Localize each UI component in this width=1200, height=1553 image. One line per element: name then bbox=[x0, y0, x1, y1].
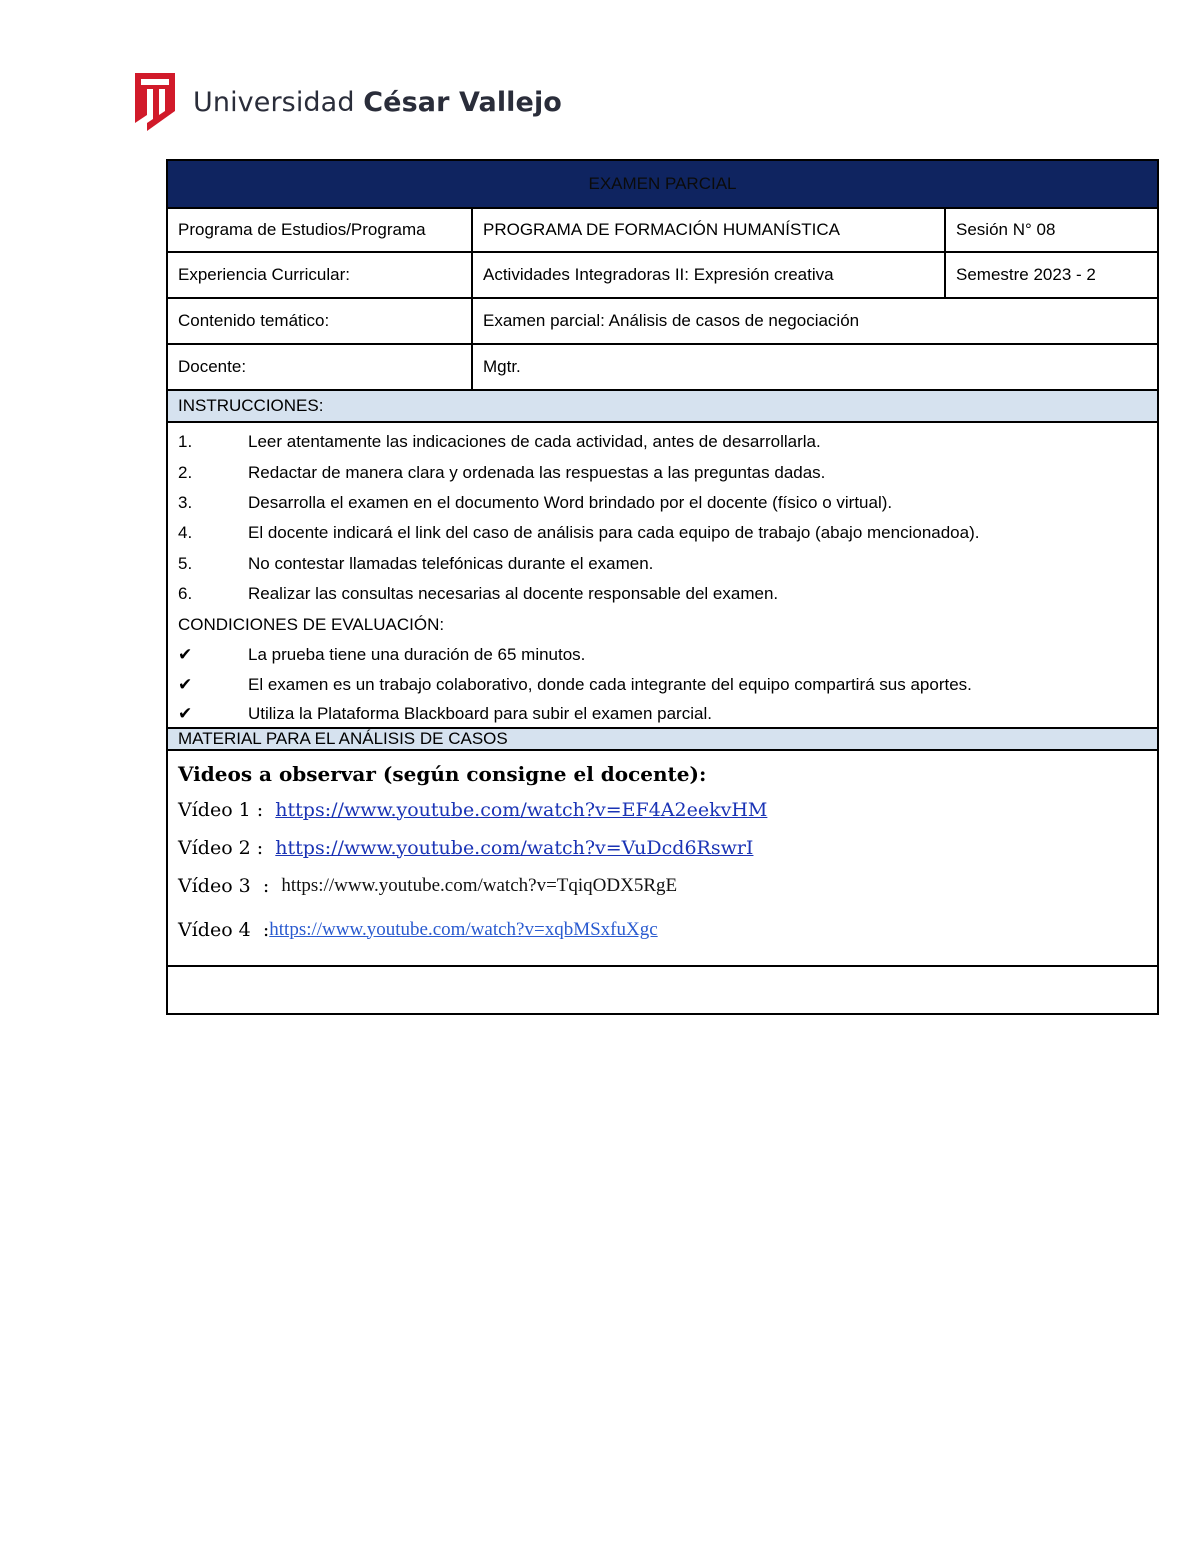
videos-title: Videos a observar (según consigne el docente): bbox=[178, 761, 707, 786]
check-icon: ✔ bbox=[178, 703, 193, 723]
list-item: 4. El docente indicará el link del caso de análisis para cada equipo de trabajo (abajo mencionadoa). bbox=[178, 523, 980, 543]
video-link-4[interactable]: https://www.youtube.com/watch?v=xqbMSxfuXgc bbox=[269, 918, 658, 940]
list-item: ✔ El examen es un trabajo colaborativo, donde cada integrante del equipo compartirá sus aportes. bbox=[178, 675, 972, 695]
video-row: Vídeo 1 : https://www.youtube.com/watch?v=EF4A2eekvHM bbox=[178, 798, 768, 821]
video-link-3[interactable]: https://www.youtube.com/watch?v=TqiqODX5RgE bbox=[281, 874, 678, 896]
list-item: ✔ Utiliza la Plataforma Blackboard para subir el examen parcial. bbox=[178, 703, 712, 723]
course-label: Experiencia Curricular: bbox=[167, 252, 472, 298]
instructions-list bbox=[167, 422, 1158, 728]
video-row: Vídeo 2 : https://www.youtube.com/watch?v=VuDcd6RswrI bbox=[178, 836, 754, 859]
session-number: Sesión N° 08 bbox=[945, 208, 1158, 252]
list-item: 3. Desarrolla el examen en el documento Word brindado por el docente (físico o virtual). bbox=[178, 492, 893, 512]
topic-label: Contenido temático: bbox=[167, 298, 472, 344]
video-row: Vídeo 4 : https://www.youtube.com/watch?v=xqbMSxfuXgc bbox=[178, 918, 658, 941]
list-item: 2. Redactar de manera clara y ordenada las respuestas a las preguntas dadas. bbox=[178, 462, 826, 482]
list-item: 5. No contestar llamadas telefónicas durante el examen. bbox=[178, 553, 654, 573]
check-icon: ✔ bbox=[178, 675, 193, 695]
university-logo bbox=[133, 70, 562, 134]
exam-table bbox=[166, 159, 1159, 1015]
ucv-shield-icon bbox=[133, 71, 177, 133]
exam-title: EXAMEN PARCIAL bbox=[167, 160, 1158, 208]
course-value: Actividades Integradoras II: Expresión creativa bbox=[472, 252, 945, 298]
video-link-2[interactable]: https://www.youtube.com/watch?v=VuDcd6RswrI bbox=[275, 836, 754, 859]
list-item: 1. Leer atentamente las indicaciones de cada actividad, antes de desarrollarla. bbox=[178, 432, 821, 452]
conditions-title: CONDICIONES DE EVALUACIÓN: bbox=[178, 614, 445, 634]
topic-value: Examen parcial: Análisis de casos de negociación bbox=[472, 298, 1158, 344]
list-item: ✔ La prueba tiene una duración de 65 minutos. bbox=[178, 644, 586, 664]
university-name: Universidad César Vallejo bbox=[193, 86, 562, 118]
teacher-value: Mgtr. bbox=[472, 344, 1158, 390]
material-title: MATERIAL PARA EL ANÁLISIS DE CASOS bbox=[167, 728, 1158, 750]
video-row: Vídeo 3 : https://www.youtube.com/watch?v=TqiqODX5RgE bbox=[178, 874, 678, 897]
videos-section bbox=[167, 750, 1158, 966]
program-value: PROGRAMA DE FORMACIÓN HUMANÍSTICA bbox=[472, 208, 945, 252]
video-link-1[interactable]: https://www.youtube.com/watch?v=EF4A2eekvHM bbox=[275, 798, 768, 821]
empty-row bbox=[167, 966, 1158, 1014]
check-icon: ✔ bbox=[178, 644, 193, 664]
list-item: 6. Realizar las consultas necesarias al docente responsable del examen. bbox=[178, 584, 779, 604]
instructions-title: INSTRUCCIONES: bbox=[167, 390, 1158, 422]
teacher-label: Docente: bbox=[167, 344, 472, 390]
semester: Semestre 2023 - 2 bbox=[945, 252, 1158, 298]
program-label: Programa de Estudios/Programa bbox=[167, 208, 472, 252]
